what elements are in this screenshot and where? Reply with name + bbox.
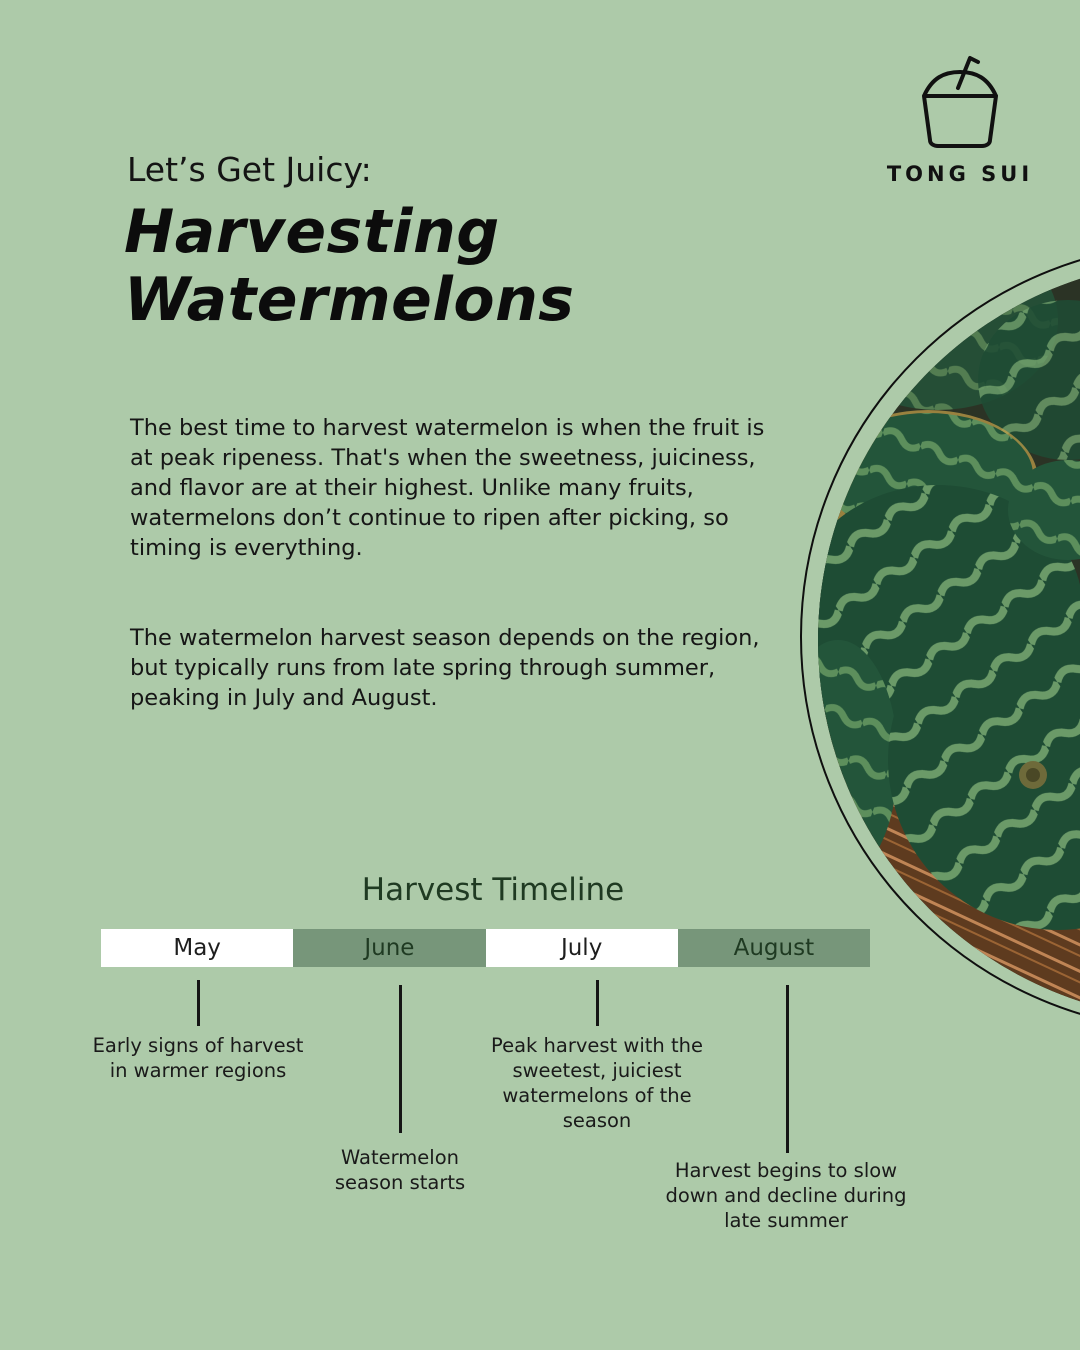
month-july: July [486,929,678,967]
timeline-title: Harvest Timeline [361,872,625,908]
tick-may [197,980,200,1026]
tick-august [786,985,789,1153]
title-line-1: Harvesting [124,197,500,267]
title-line-2: Watermelons [124,265,575,335]
page-title [124,198,764,334]
month-may: May [101,929,293,967]
coconut-drink-icon [918,48,1002,152]
month-august: August [678,929,870,967]
note-july: Peak harvest with the sweetest, juiciest watermelons of the season [491,1034,703,1132]
tick-june [399,985,402,1133]
intro-paragraph: The best time to harvest watermelon is when the fruit is at peak ripeness. That's when the sweetness, juiciness, and flavor are at their highest. Unlike many fruits, watermelons don’t continue to ripen after picking, so timing is everything. [130,415,765,561]
note-may: Early signs of harvest in warmer regions [92,1034,304,1082]
kicker-text: Let’s Get Juicy: [127,150,372,189]
note-august: Harvest begins to slow down and decline during late summer [665,1159,907,1232]
tick-july [596,980,599,1026]
note-june: Watermelon season starts [334,1146,466,1194]
month-june: June [293,929,485,967]
brand-logo [880,48,1040,198]
brand-name: TONG SUI [886,162,1034,186]
month-bar [101,929,870,967]
season-paragraph: The watermelon harvest season depends on the region, but typically runs from late spring through summer, peaking in July and August. [130,625,760,711]
